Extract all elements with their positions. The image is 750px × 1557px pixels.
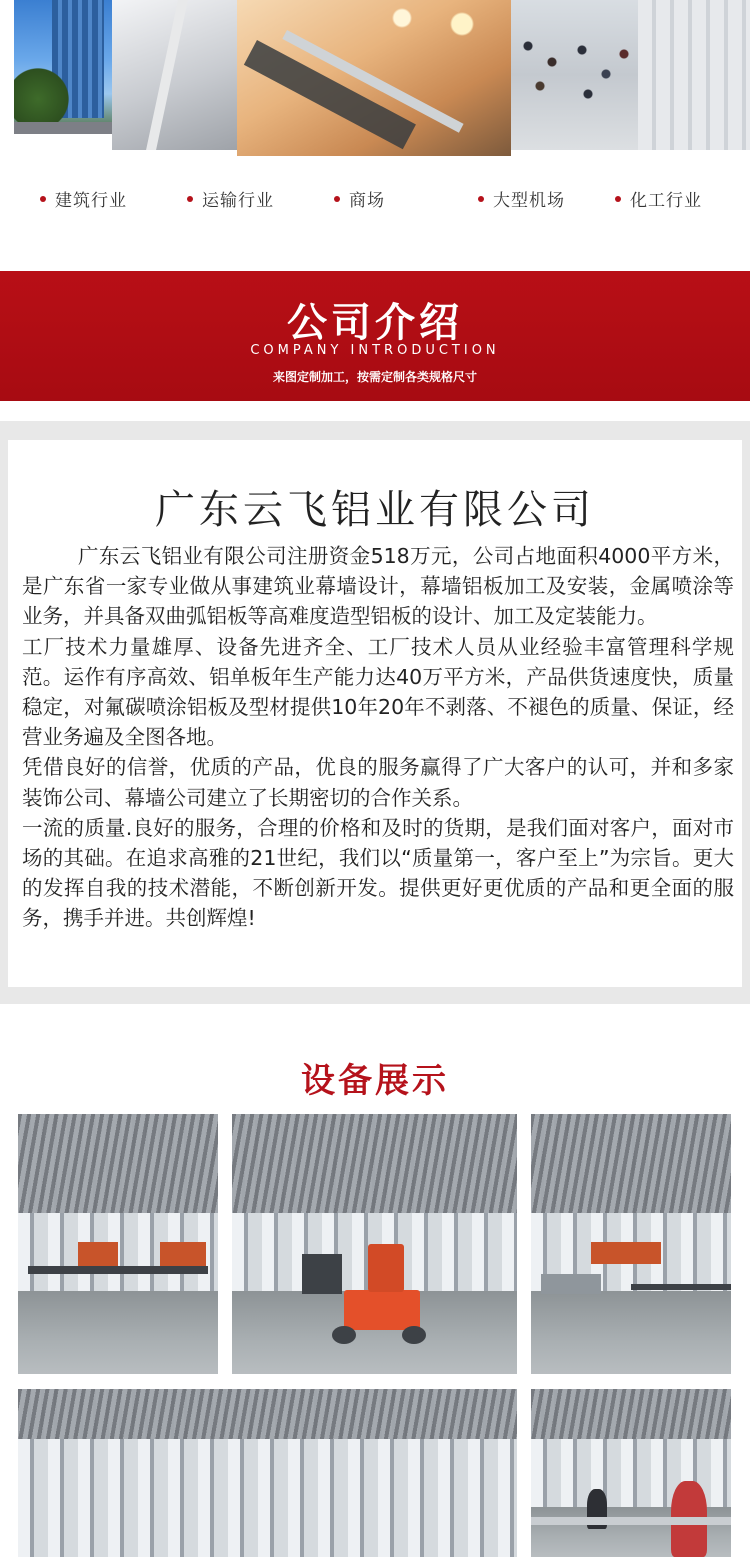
industry-label-airport xyxy=(478,186,565,211)
work-table xyxy=(28,1266,208,1274)
factory-roof xyxy=(531,1114,731,1213)
airport-photo xyxy=(511,0,641,150)
industry-label-text: 化工行业 xyxy=(630,191,702,211)
banner-tagline: 来图定制加工，按需定制各类规格尺寸 xyxy=(272,370,477,384)
work-table xyxy=(631,1284,731,1290)
factory-floor xyxy=(18,1291,218,1374)
company-intro-section xyxy=(0,421,750,1004)
cutting-machine xyxy=(78,1242,118,1268)
intro-paragraph: 广东云飞铝业有限公司注册资金518万元，公司占地面积4000平方米，是广东省一家专业做从事建筑业幕墙设计，幕墙铝板加工及安装，金属喷涂等业务，并具备双曲弧铝板等高难度造型铝板的设计、加工及定装能力。 xyxy=(22,544,734,629)
industry-label-transport xyxy=(187,186,274,211)
bullet-dot-icon xyxy=(478,196,484,202)
bullet-dot-icon xyxy=(40,196,46,202)
factory-wall xyxy=(18,1439,517,1557)
factory-floor xyxy=(531,1291,731,1374)
company-intro-card xyxy=(8,440,742,987)
equipment-photo xyxy=(531,1389,731,1557)
equipment-photo xyxy=(531,1114,731,1374)
industry-label-chemical xyxy=(615,186,702,211)
forklift xyxy=(344,1290,420,1330)
industry-labels xyxy=(0,186,750,210)
equipment-photo xyxy=(232,1114,517,1374)
company-intro-banner xyxy=(0,271,750,401)
bullet-dot-icon xyxy=(187,196,193,202)
equipment-photo xyxy=(18,1389,517,1557)
industry-label-construction xyxy=(40,186,127,211)
road-line xyxy=(146,0,188,150)
industry-label-text: 建筑行业 xyxy=(55,191,127,211)
equipment-photo xyxy=(18,1114,218,1374)
factory-roof xyxy=(232,1114,517,1213)
chemical-industry-photo xyxy=(638,0,750,150)
intro-paragraph: 一流的质量.良好的服务，合理的价格和及时的货期，是我们面对客户，面对市场的其础。在追求高雅的21世纪，我们以“质量第一，客户至上”为宗旨。更大的发挥自我的技术潜能，不断创新开发。提供更好更优质的产品和更全面的服务，携手并进。共创辉煌! xyxy=(22,815,734,931)
equipment-title: 设备展示 xyxy=(301,1061,449,1101)
airport-crowd xyxy=(516,30,636,110)
company-name: 广东云飞铝业有限公司 xyxy=(155,487,595,533)
industry-label-text: 运输行业 xyxy=(202,191,274,211)
aluminum-scrap xyxy=(541,1274,601,1294)
factory-roof xyxy=(531,1389,731,1439)
forklift-cab xyxy=(368,1244,404,1292)
aluminum-panel xyxy=(531,1517,731,1525)
ground xyxy=(14,122,114,134)
industry-label-mall xyxy=(334,186,385,211)
press-machine xyxy=(302,1254,342,1294)
bullet-dot-icon xyxy=(615,196,621,202)
mall-photo xyxy=(237,0,511,156)
forklift-wheel xyxy=(332,1326,356,1344)
industry-label-text: 大型机场 xyxy=(493,191,565,211)
laser-cutter xyxy=(591,1242,661,1264)
intro-paragraph: 凭借良好的信誉，优质的产品，优良的服务赢得了广大客户的认可，并和多家装饰公司、幕墙公司建立了长期密切的合作关系。 xyxy=(22,755,734,810)
company-description xyxy=(22,541,734,934)
intro-paragraph: 工厂技术力量雄厚、设备先进齐全、工厂技术人员从业经验丰富管理科学规范。运作有序高效、铝单板年生产能力达40万平方米，产品供货速度快，质量稳定，对氟碳喷涂铝板及型材提供10年20年不剥落、不褪色的质量、保证，经营业务遍及全图各地。 xyxy=(22,634,734,750)
banner-title: 公司介绍 xyxy=(287,300,463,346)
bullet-dot-icon xyxy=(334,196,340,202)
factory-roof xyxy=(18,1389,517,1439)
banner-subtitle-en: COMPANY INTRODUCTION xyxy=(250,343,500,358)
industry-label-text: 商场 xyxy=(349,191,385,211)
transport-industry-photo xyxy=(112,0,240,150)
forklift-wheel xyxy=(402,1326,426,1344)
industry-photo-strip xyxy=(0,0,750,160)
building-industry-photo xyxy=(14,0,114,134)
cutting-machine xyxy=(160,1242,206,1268)
mall-lights xyxy=(357,0,507,60)
factory-roof xyxy=(18,1114,218,1213)
